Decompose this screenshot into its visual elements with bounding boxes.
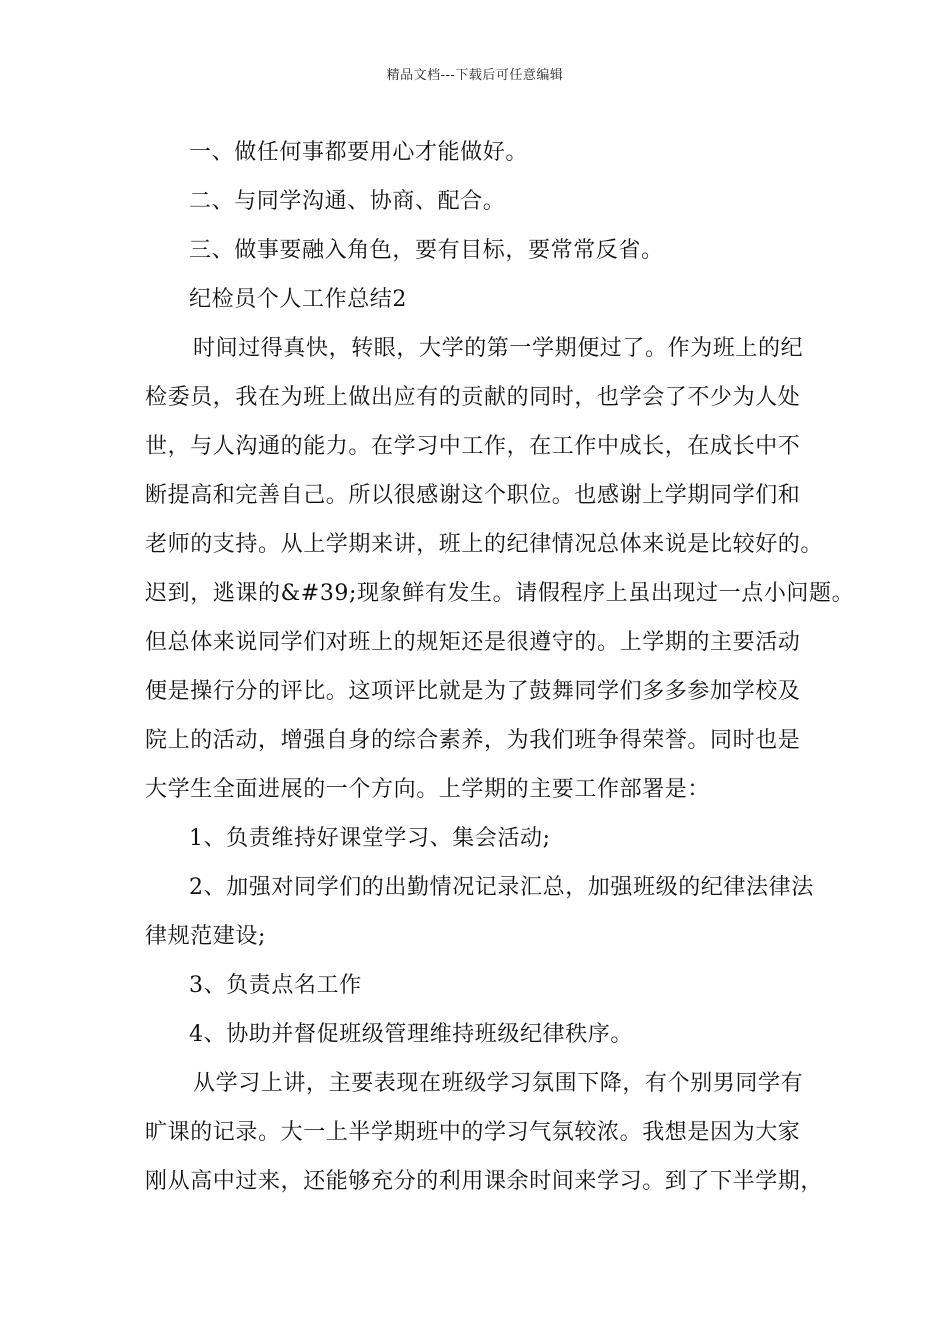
- list-item: 1、负责维持好课堂学习、集会活动;: [189, 826, 551, 851]
- section-heading: 纪检员个人工作总结2: [189, 287, 407, 312]
- page-header: 精品文档---下载后可任意编辑: [386, 68, 564, 83]
- text-line: 检委员，我在为班上做出应有的贡献的同时，也学会了不少为人处: [145, 385, 801, 410]
- text-line: 二、与同学沟通、协商、配合。: [189, 189, 506, 214]
- text-line: 时间过得真快，转眼，大学的第一学期便过了。作为班上的纪: [193, 336, 804, 361]
- text-line: 便是操行分的评比。这项评比就是为了鼓舞同学们多多参加学校及: [145, 679, 801, 704]
- text-line: 但总体来说同学们对班上的规矩还是很遵守的。上学期的主要活动: [145, 630, 801, 655]
- text-line: 律规范建设;: [145, 924, 267, 949]
- text-line: 旷课的记录。大一上半学期班中的学习气氛较浓。我想是因为大家: [145, 1120, 801, 1145]
- text-line: 三、做事要融入角色，要有目标，要常常反省。: [189, 238, 664, 263]
- text-line: 刚从高中过来，还能够充分的利用课余时间来学习。到了下半学期，: [145, 1169, 824, 1194]
- text-line: 从学习上讲，主要表现在班级学习氛围下降，有个别男同学有: [193, 1071, 804, 1096]
- text-line: 老师的支持。从上学期来讲，班上的纪律情况总体来说是比较好的。: [145, 532, 824, 557]
- list-item: 2、加强对同学们的出勤情况记录汇总，加强班级的纪律法律法: [189, 875, 814, 900]
- text-line: 大学生全面进展的一个方向。上学期的主要工作部署是：: [145, 777, 711, 802]
- text-line: 一、做任何事都要用心才能做好。: [189, 140, 529, 165]
- list-item: 4、协助并督促班级管理维持班级纪律秩序。: [189, 1022, 633, 1047]
- list-item: 3、负责点名工作: [189, 973, 362, 998]
- text-line: 世，与人沟通的能力。在学习中工作，在工作中成长，在成长中不: [145, 434, 801, 459]
- text-line: 断提高和完善自己。所以很感谢这个职位。也感谢上学期同学们和: [145, 483, 801, 508]
- text-line: 院上的活动，增强自身的综合素养，为我们班争得荣誉。同时也是: [145, 728, 801, 753]
- text-line: 迟到，逃课的&#39;现象鲜有发生。请假程序上虽出现过一点小问题。: [145, 581, 855, 606]
- document-body: [145, 128, 855, 1206]
